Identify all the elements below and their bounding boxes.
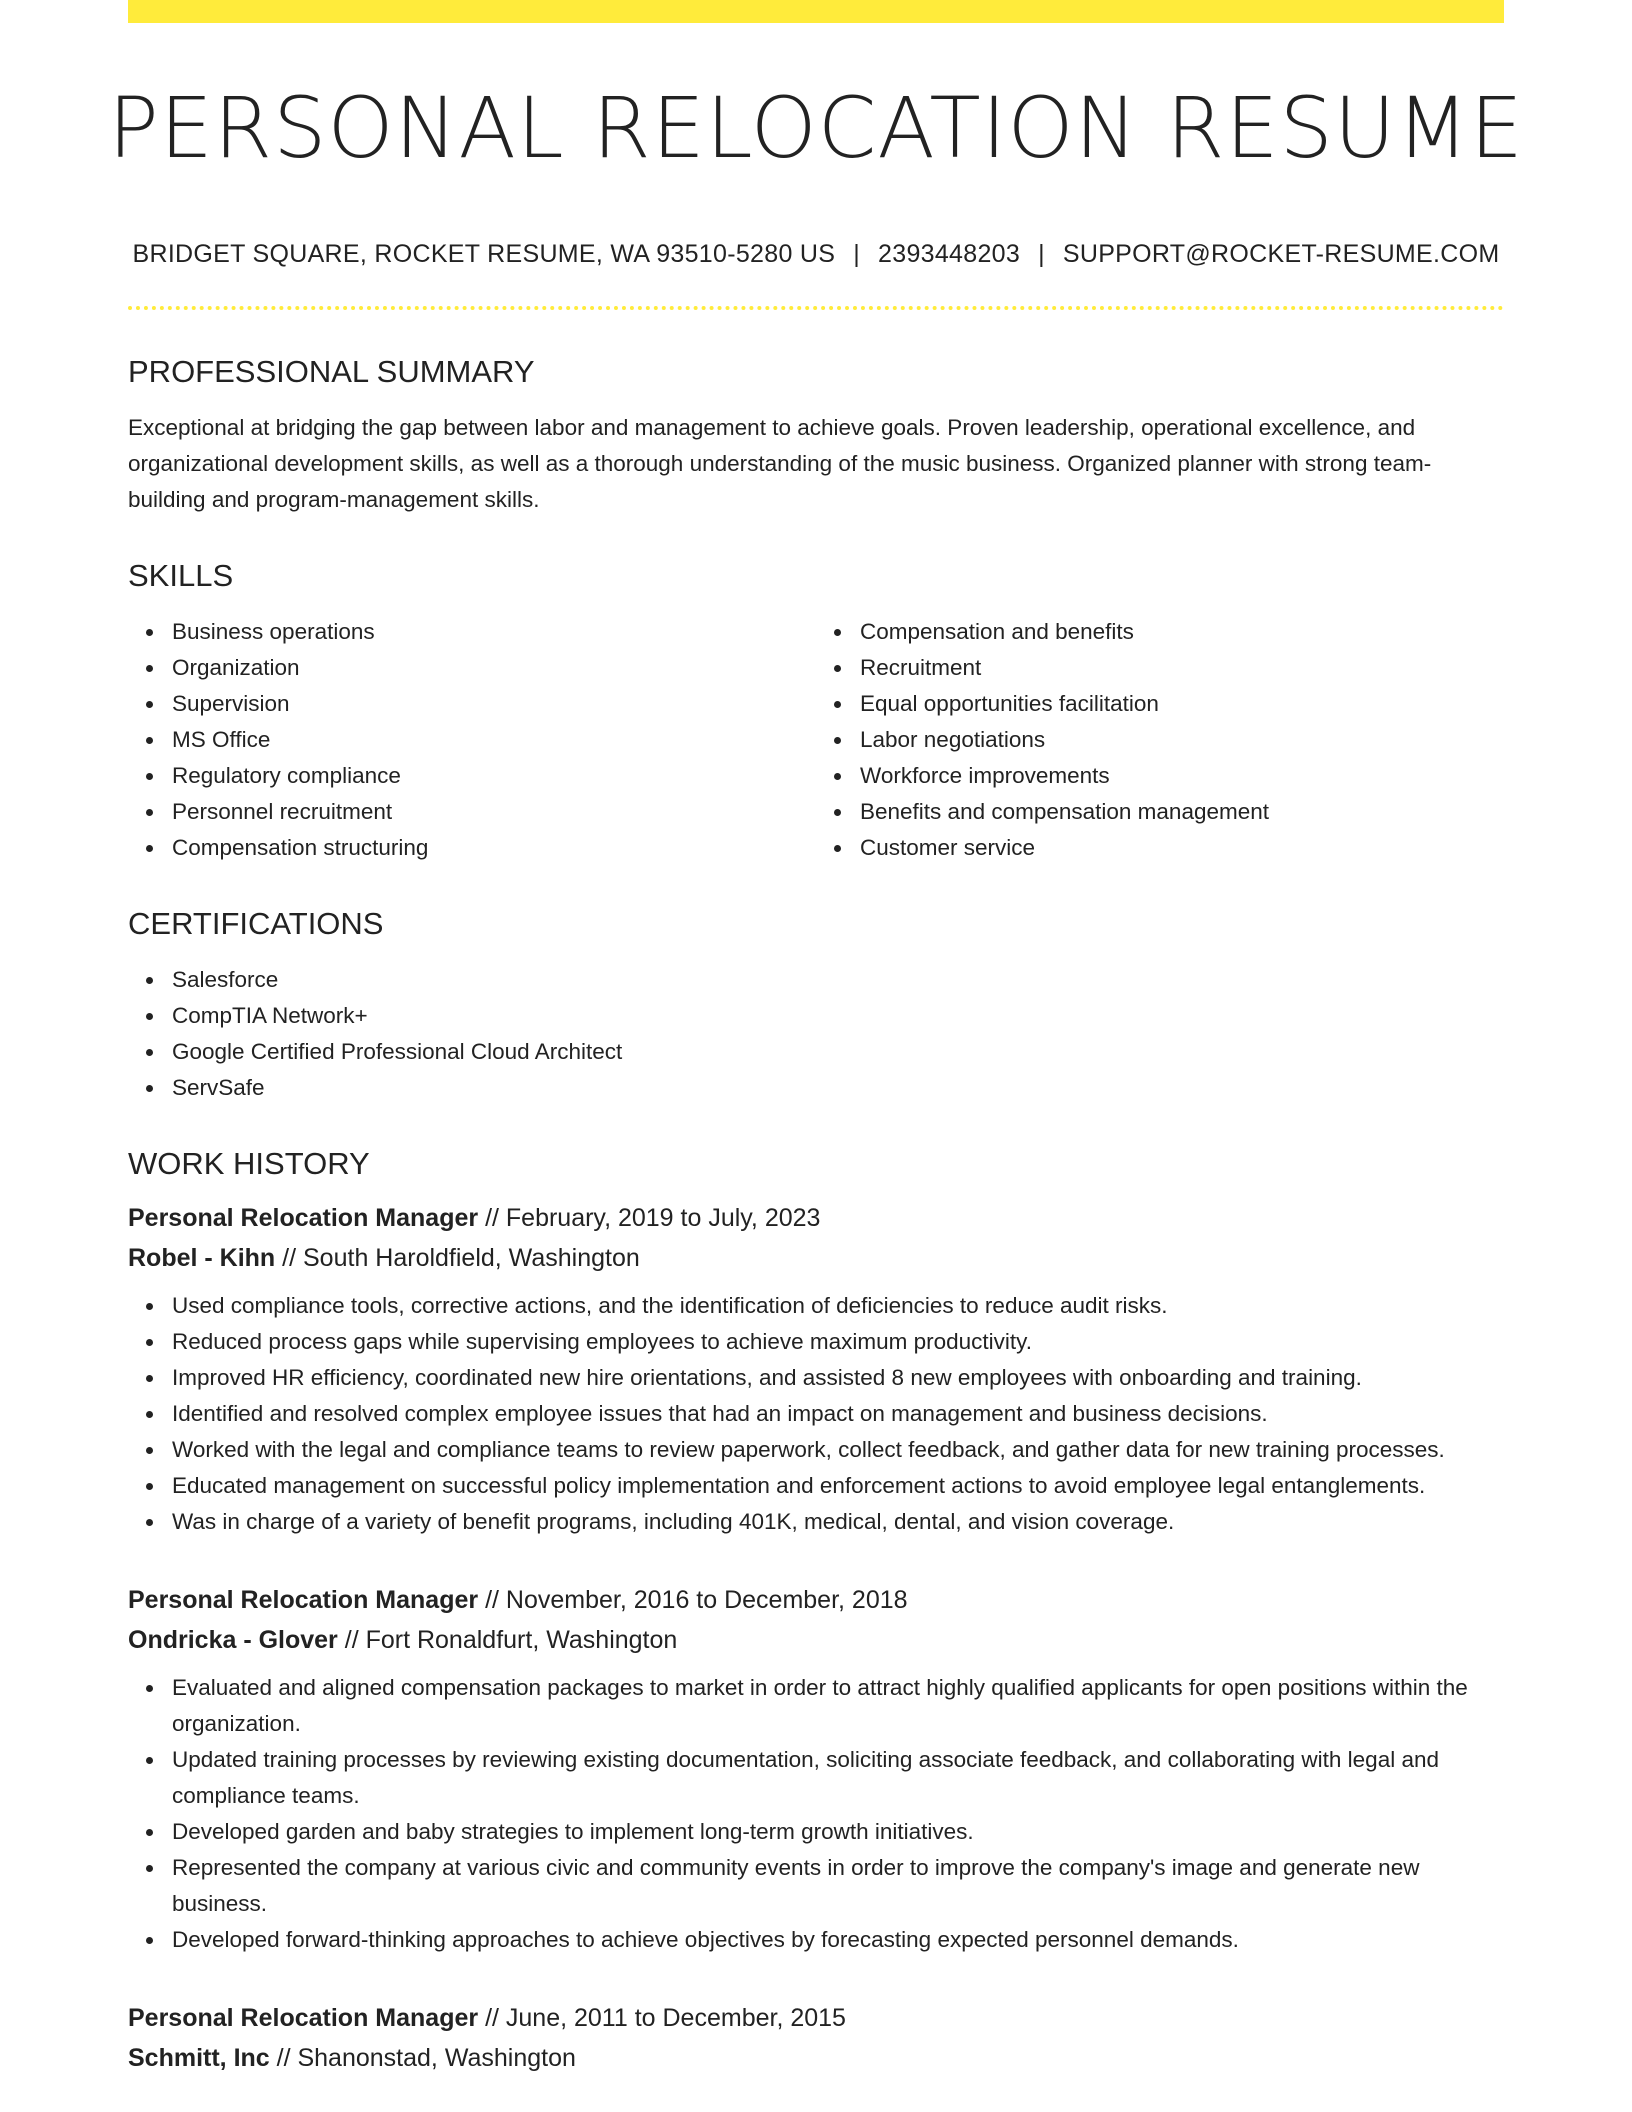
job-company: Robel - Kihn [128, 1244, 276, 1272]
job-bullet: Evaluated and aligned compensation packages to market in order to attract highly qualified applicants for open positions within the organization. [172, 1670, 1504, 1742]
job-location: // Shanonstad, Washington [276, 2044, 576, 2072]
job-bullet: Developed garden and baby strategies to implement long-term growth initiatives. [172, 1814, 1504, 1850]
job-bullet: Developed forward-thinking approaches to achieve objectives by forecasting expected personnel demands. [172, 1922, 1504, 1958]
contact-email[interactable]: SUPPORT@ROCKET-RESUME.COM [1062, 240, 1500, 268]
skill-item: MS Office [172, 722, 816, 758]
certification-item: Salesforce [172, 962, 1504, 998]
skill-item: Organization [172, 650, 816, 686]
skill-item: Customer service [860, 830, 1504, 866]
job-entry [128, 1998, 1504, 2078]
job-bullet: Worked with the legal and compliance teams to review paperwork, collect feedback, and gather data for new training processes. [172, 1432, 1504, 1468]
job-bullet: Was in charge of a variety of benefit programs, including 401K, medical, dental, and vision coverage. [172, 1504, 1504, 1540]
job-bullet: Represented the company at various civic and community events in order to improve the company's image and generate new business. [172, 1850, 1504, 1922]
work-history-heading: WORK HISTORY [128, 1146, 370, 1181]
contact-line [0, 238, 1632, 270]
job-bullet: Educated management on successful policy implementation and enforcement actions to avoid employee legal entanglements. [172, 1468, 1504, 1504]
header-divider [128, 306, 1504, 310]
job-company: Ondricka - Glover [128, 1626, 338, 1654]
job-company-line [128, 1238, 1504, 1278]
job-title: Personal Relocation Manager [128, 2004, 479, 2032]
contact-phone: 2393448203 [878, 240, 1021, 268]
certification-item: CompTIA Network+ [172, 998, 1504, 1034]
resume-title: PERSONAL RELOCATION RESUME [108, 79, 1524, 177]
skill-item: Compensation structuring [172, 830, 816, 866]
job-entry [128, 1580, 1504, 1958]
summary-heading: PROFESSIONAL SUMMARY [128, 354, 535, 389]
job-bullets [128, 1670, 1504, 1958]
contact-address: BRIDGET SQUARE, ROCKET RESUME, WA 93510-5280 US [132, 240, 836, 268]
contact-separator: | [1038, 240, 1045, 268]
job-title-line [128, 1580, 1504, 1620]
job-title: Personal Relocation Manager [128, 1204, 479, 1232]
job-bullets [128, 1288, 1504, 1540]
skill-item: Recruitment [860, 650, 1504, 686]
skills-list-left [128, 614, 816, 866]
job-dates: // November, 2016 to December, 2018 [485, 1586, 908, 1614]
skills-heading: SKILLS [128, 558, 234, 593]
job-bullet: Improved HR efficiency, coordinated new hire orientations, and assisted 8 new employees with onboarding and training. [172, 1360, 1504, 1396]
skill-item: Regulatory compliance [172, 758, 816, 794]
skill-item: Personnel recruitment [172, 794, 816, 830]
job-title-line [128, 1998, 1504, 2038]
certification-item: Google Certified Professional Cloud Architect [172, 1034, 1504, 1070]
job-company-line [128, 1620, 1504, 1660]
skill-item: Supervision [172, 686, 816, 722]
resume-content [128, 352, 1504, 2078]
job-location: // South Haroldfield, Washington [282, 1244, 640, 1272]
certifications-heading: CERTIFICATIONS [128, 906, 384, 941]
job-title: Personal Relocation Manager [128, 1586, 479, 1614]
job-bullet: Reduced process gaps while supervising employees to achieve maximum productivity. [172, 1324, 1504, 1360]
skill-item: Benefits and compensation management [860, 794, 1504, 830]
contact-separator: | [853, 240, 861, 268]
job-location: // Fort Ronaldfurt, Washington [344, 1626, 678, 1654]
job-title-line [128, 1198, 1504, 1238]
job-bullet: Updated training processes by reviewing existing documentation, soliciting associate feedback, and collaborating with legal and compliance teams. [172, 1742, 1504, 1814]
job-company: Schmitt, Inc [128, 2044, 270, 2072]
skill-item: Workforce improvements [860, 758, 1504, 794]
job-bullet: Identified and resolved complex employee issues that had an impact on management and business decisions. [172, 1396, 1504, 1432]
certifications-list [128, 962, 1504, 1106]
job-dates: // June, 2011 to December, 2015 [485, 2004, 846, 2032]
job-dates: // February, 2019 to July, 2023 [485, 1204, 821, 1232]
job-entry [128, 1198, 1504, 1540]
skills-list-right [816, 614, 1504, 866]
skill-item: Business operations [172, 614, 816, 650]
accent-top-bar [128, 0, 1504, 23]
summary-text: Exceptional at bridging the gap between labor and management to achieve goals. Proven leadership, operational excellence, and organizational development skills, as well as a thorough understanding of the music business. Organized planner with strong team-building and program-management skills. [128, 415, 1432, 512]
job-company-line [128, 2038, 1504, 2078]
job-bullet: Used compliance tools, corrective actions, and the identification of deficiencies to reduce audit risks. [172, 1288, 1504, 1324]
skills-grid [128, 614, 1504, 866]
certification-item: ServSafe [172, 1070, 1504, 1106]
skill-item: Compensation and benefits [860, 614, 1504, 650]
skill-item: Labor negotiations [860, 722, 1504, 758]
skill-item: Equal opportunities facilitation [860, 686, 1504, 722]
